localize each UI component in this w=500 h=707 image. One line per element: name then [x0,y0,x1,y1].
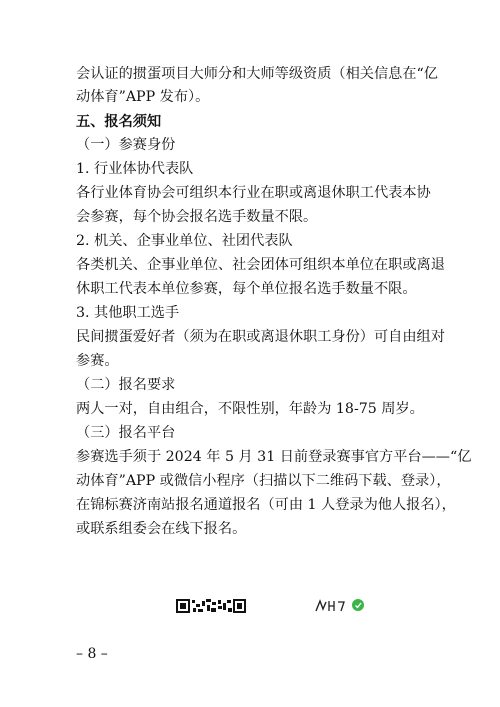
text-line: 动体育”APP 或微信小程序（扫描以下二维码下载、登录）， [76,473,451,489]
text-line: 参赛选手须于 2024 年 5 月 31 日前登录赛事官方平台——“亿 [76,449,472,465]
text-line: 各类机关、企事业单位、社会团体可组织本单位在职或离退 [76,257,445,273]
text-line: 民间掼蛋爱好者（须为在职或离退休职工身份）可自由组对 [76,329,445,345]
text-line: 休职工代表本单位参赛，每个单位报名选手数量不限。 [76,281,417,297]
app-logo-icon [314,597,366,615]
text-line: 动体育”APP 发布）。 [76,89,210,105]
text-line: 在锦标赛济南站报名通道报名（可由 1 人登录为他人报名）， [76,497,456,513]
qr-code-image [176,599,246,613]
subsection-heading: （二）报名要求 [76,377,176,393]
text-line: 会认证的掼蛋项目大师分和大师等级资质（相关信息在“亿 [76,66,438,82]
subsection-heading: （三）报名平台 [76,425,176,441]
text-line: 两人一对，自由组合，不限性别，年龄为 18-75 周岁。 [76,401,424,417]
text-line: 各行业体育协会可组织本行业在职或离退休职工代表本协 [76,185,431,201]
list-item-heading: 1. 行业体协代表队 [76,161,194,177]
text-line: 参赛。 [76,353,119,369]
section-heading: 五、报名须知 [76,114,162,130]
page-number: – 8 – [76,646,108,662]
text-line: 或联系组委会在线下报名。 [76,521,247,537]
list-item-heading: 3. 其他职工选手 [76,305,180,321]
text-line: 会参赛，每个协会报名选手数量不限。 [76,209,318,225]
subsection-heading: （一）参赛身份 [76,137,176,153]
list-item-heading: 2. 机关、企事业单位、社团代表队 [76,233,293,249]
